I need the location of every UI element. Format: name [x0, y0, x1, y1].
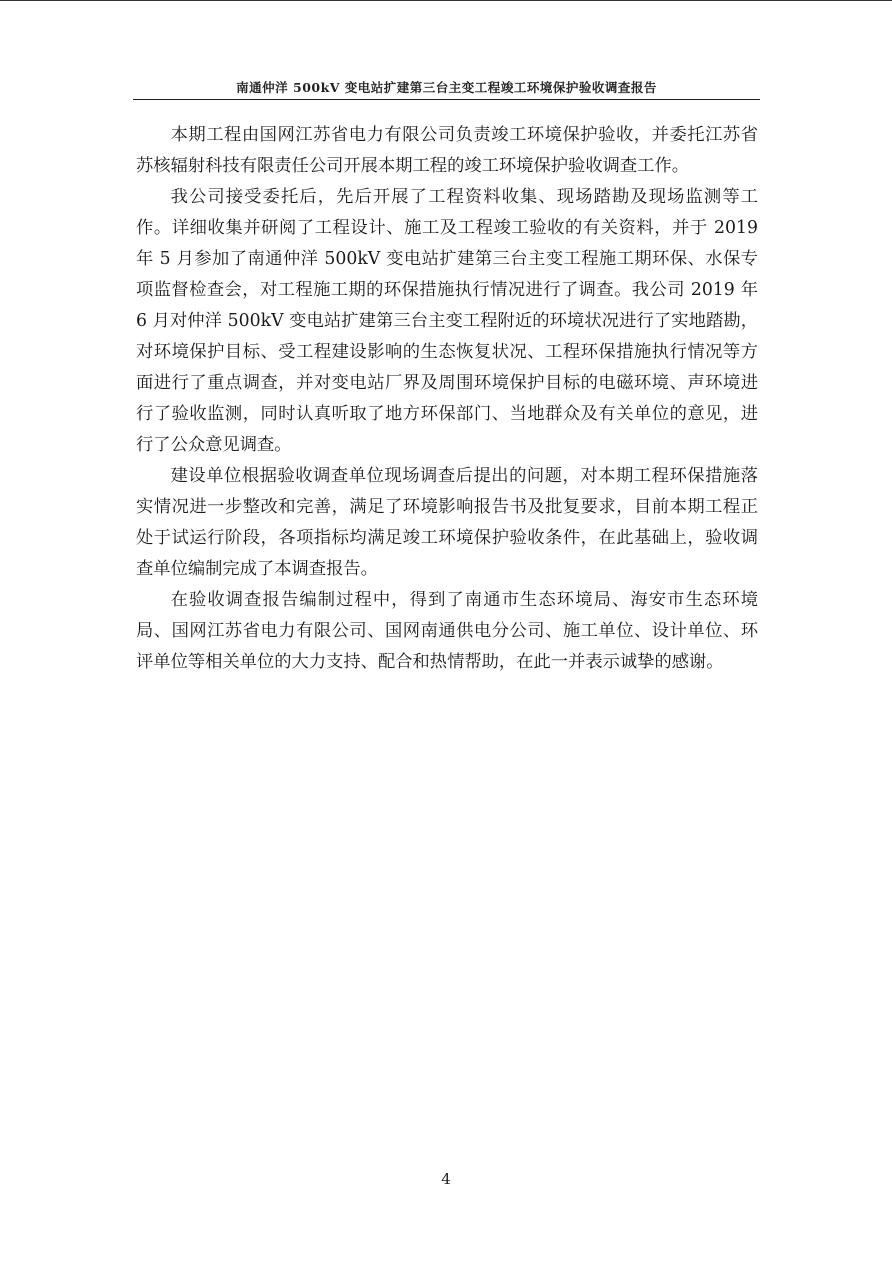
- paragraph-4: 在验收调查报告编制过程中，得到了南通市生态环境局、海安市生态环境局、国网江苏省电力有限公司、国网南通供电分公司、施工单位、设计单位、环评单位等相关单位的大力支持、配合和热情帮助，在此一并表示诚挚的感谢。: [136, 590, 758, 672]
- document-body: [136, 120, 758, 678]
- page-top-border: [0, 0, 892, 1]
- paragraph-2: 我公司接受委托后，先后开展了工程资料收集、现场踏勘及现场监测等工作。详细收集并研阅了工程设计、施工及工程竣工验收的有关资料，并于 2019 年 5 月参加了南通仲洋 500kV 变电站扩建第三台主变工程施工期环保、水保专项监督检查会，对工程施工期的环保措施执行情况进行了调查。我公司 2019 年 6 月对仲洋 500kV 变电站扩建第三台主变工程附近的环境状况进行了实地踏勘，对环境保护目标、受工程建设影响的生态恢复状况、工程环保措施执行情况等方面进行了重点调查，并对变电站厂界及周围环境保护目标的电磁环境、声环境进行了验收监测，同时认真听取了地方环保部门、当地群众及有关单位的意见，进行了公众意见调查。: [136, 187, 758, 455]
- page-number: 4: [441, 1170, 451, 1188]
- paragraph-1: 本期工程由国网江苏省电力有限公司负责竣工环境保护验收，并委托江苏省苏核辐射科技有限责任公司开展本期工程的竣工环境保护验收调查工作。: [136, 125, 758, 176]
- paragraph-3: 建设单位根据验收调查单位现场调查后提出的问题，对本期工程环保措施落实情况进一步整改和完善，满足了环境影响报告书及批复要求，目前本期工程正处于试运行阶段，各项指标均满足竣工环境保护验收条件，在此基础上，验收调查单位编制完成了本调查报告。: [136, 466, 758, 579]
- header-rule: [133, 99, 760, 100]
- running-header: 南通仲洋 500kV 变电站扩建第三台主变工程竣工环境保护验收调查报告: [236, 80, 657, 95]
